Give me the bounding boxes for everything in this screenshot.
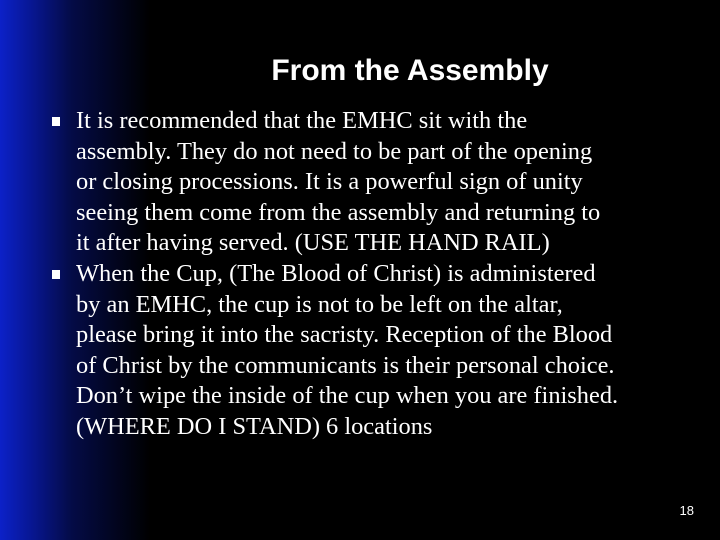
square-bullet-icon — [52, 270, 60, 279]
bullet-text-line: of Christ by the communicants is their personal choice. — [76, 351, 615, 379]
bullet-text-line: When the Cup, (The Blood of Christ) is administered — [76, 259, 596, 287]
slide-number: 18 — [679, 503, 694, 518]
bullet-text-line: (WHERE DO I STAND) 6 locations — [76, 412, 433, 440]
square-bullet-icon — [52, 117, 60, 126]
bullet-text-line: It is recommended that the EMHC sit with the — [76, 107, 528, 134]
bullet-text-line: Don’t wipe the inside of the cup when you are finished. — [76, 382, 619, 410]
bullet-item — [0, 106, 700, 259]
bullet-text-line: it after having served. (USE THE HAND RAIL) — [76, 229, 550, 257]
bullet-text-line: by an EMHC, the cup is not to be left on the altar, — [76, 290, 563, 318]
bullet-text-line: assembly. They do not need to be part of the opening — [76, 137, 593, 165]
bullet-list — [0, 106, 720, 443]
bullet-item — [0, 259, 700, 443]
bullet-text-line: seeing them come from the assembly and returning to — [76, 198, 601, 226]
bullet-text-line: or closing processions. It is a powerful sign of unity — [76, 168, 583, 196]
slide-title: From the Assembly — [271, 54, 549, 87]
bullet-text-line: please bring it into the sacristy. Reception of the Blood — [76, 321, 613, 349]
